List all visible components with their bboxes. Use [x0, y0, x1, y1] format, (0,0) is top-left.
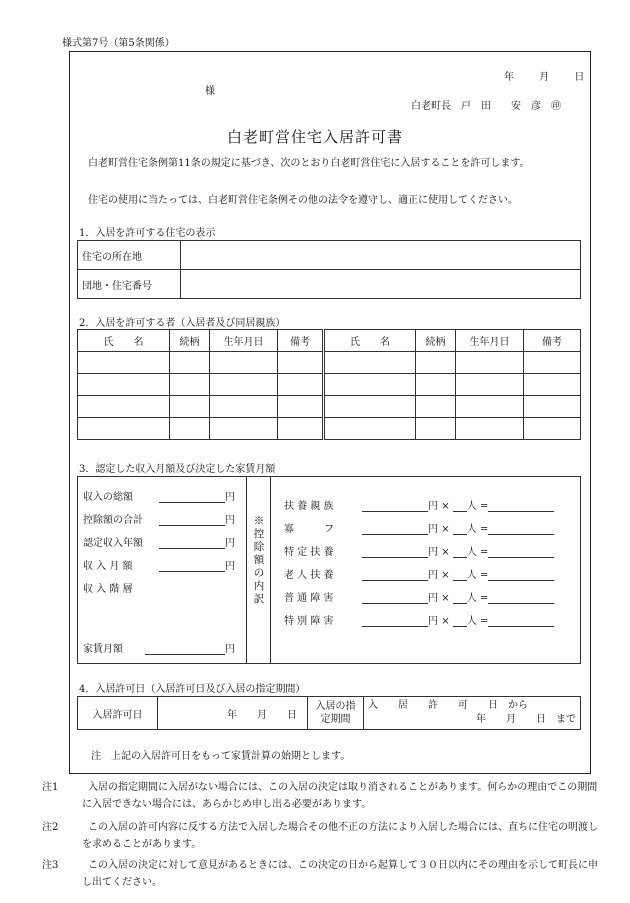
deduction-row [284, 612, 554, 627]
table-cell[interactable] [278, 418, 324, 440]
header-birthdate-2: 生年月日 [456, 330, 524, 352]
annual-income-label: 認定収入年額 [83, 538, 143, 549]
table-cell[interactable] [170, 396, 210, 418]
note-3-key: 注3 [42, 860, 59, 871]
note-2-text: この入居の許可内容に反する方法で入居した場合その他不正の方法により入居した場合には、直ちに住宅の明渡しを求めることがあります。 [82, 822, 598, 850]
table-cell[interactable] [524, 418, 581, 440]
issue-date [504, 68, 584, 83]
monthly-income-label: 収 入 月 額 [83, 561, 133, 572]
yen-unit: 円 [428, 524, 438, 535]
income-class-label: 収 入 階 層 [83, 584, 133, 595]
income-total-label: 収入の総額 [83, 492, 133, 503]
permit-date-label: 入居許可日 [78, 697, 158, 730]
times-sign: × [441, 593, 450, 604]
housing-table [77, 240, 581, 299]
deduction-result-field[interactable] [488, 615, 554, 627]
table-cell[interactable] [210, 396, 278, 418]
deduction-row [284, 566, 554, 581]
table-cell[interactable] [210, 418, 278, 440]
permit-date-value[interactable]: 年 月 日 [158, 697, 308, 730]
income-total-field[interactable] [159, 491, 225, 503]
table-cell[interactable] [324, 352, 416, 374]
deduction-total-field[interactable] [159, 514, 225, 526]
intro-paragraph-1: 白老町営住宅条例第11条の規定に基づき、次のとおり白老町営住宅に入居することを許可します。 [88, 158, 530, 169]
occupants-table [77, 329, 581, 440]
monthly-income-field[interactable] [159, 560, 225, 572]
header-relation: 続柄 [170, 330, 210, 352]
housing-location-label: 住宅の所在地 [78, 241, 181, 270]
equals-sign: = [479, 524, 489, 535]
note-2-key: 注2 [42, 822, 59, 833]
people-unit: 人 [466, 547, 477, 558]
table-cell[interactable] [170, 352, 210, 374]
yen-unit: 円 [428, 547, 438, 558]
note-2 [42, 819, 602, 853]
yen-unit: 円 [428, 616, 438, 627]
deduction-label: 特 別 障 害 [284, 616, 334, 627]
deduction-label: 特 定 扶 養 [284, 547, 334, 558]
header-name-2: 氏 名 [324, 330, 416, 352]
times-sign: × [441, 501, 450, 512]
annual-income-unit: 円 [225, 538, 235, 549]
table-cell[interactable] [416, 352, 456, 374]
table-cell[interactable] [416, 374, 456, 396]
deduction-row [284, 589, 554, 604]
date-month: 月 [539, 72, 550, 83]
monthly-income-unit: 円 [225, 561, 235, 572]
table-cell[interactable] [78, 374, 170, 396]
issuer: 白老町長 戸 田 安 彦 ㊞ [411, 101, 561, 112]
period-start: 入 居 許 可 日 から [368, 700, 528, 711]
table-cell[interactable] [278, 352, 324, 374]
inner-note: 注 上記の入居許可日をもって家賃計算の始期とします。 [91, 751, 351, 762]
permit-date-table [77, 696, 581, 730]
people-unit: 人 [466, 593, 477, 604]
people-unit: 人 [466, 501, 477, 512]
deduction-total-unit: 円 [225, 515, 235, 526]
table-cell[interactable] [524, 352, 581, 374]
yen-unit: 円 [428, 593, 438, 604]
note-3-text: この入居の決定に対して意見があるときには、この決定の日から起算して３０日以内にその理由を示して町長に申し出てください。 [82, 860, 598, 888]
people-unit: 人 [466, 570, 477, 581]
table-cell[interactable] [210, 374, 278, 396]
date-year: 年 [504, 72, 514, 83]
equals-sign: = [479, 570, 489, 581]
table-cell[interactable] [524, 374, 581, 396]
intro-paragraph-2: 住宅の使用に当たっては、白老町営住宅条例その他の法令を遵守し、適正に使用してください。 [88, 195, 518, 206]
table-row [78, 352, 581, 374]
table-row [78, 374, 581, 396]
deduction-result-field[interactable] [488, 569, 554, 581]
housing-number-value[interactable] [181, 270, 581, 299]
occupants-header-row [78, 330, 581, 352]
table-cell[interactable] [456, 374, 524, 396]
annual-income-field[interactable] [159, 537, 225, 549]
deduction-result-field[interactable] [488, 523, 554, 535]
rent-row [83, 640, 235, 655]
table-cell[interactable] [416, 418, 456, 440]
table-cell[interactable] [78, 352, 170, 374]
header-remarks: 備考 [278, 330, 324, 352]
note-1-key: 注1 [42, 782, 59, 793]
people-count-field[interactable] [453, 592, 467, 604]
people-count-field[interactable] [453, 546, 467, 558]
deduction-amount-field[interactable] [362, 546, 428, 558]
people-count-field[interactable] [453, 523, 467, 535]
period-label: 入居の指定期間 [308, 697, 364, 730]
table-cell[interactable] [416, 396, 456, 418]
table-cell[interactable] [278, 396, 324, 418]
yen-unit: 円 [428, 570, 438, 581]
header-relation-2: 続柄 [416, 330, 456, 352]
addressee-suffix: 様 [205, 86, 215, 97]
table-cell[interactable] [456, 396, 524, 418]
deduction-breakdown-title: ※控除額の内訳 [253, 515, 265, 605]
deduction-result-field[interactable] [488, 500, 554, 512]
section2-heading: 2．入居を許可する者（入居者及び同居親族） [79, 318, 286, 329]
deduction-total-row [83, 511, 235, 526]
rent-unit: 円 [225, 644, 235, 655]
people-count-field[interactable] [453, 569, 467, 581]
header-name: 氏 名 [78, 330, 170, 352]
equals-sign: = [479, 501, 489, 512]
income-total-unit: 円 [225, 492, 235, 503]
form-number: 様式第7号（第5条関係） [62, 38, 175, 49]
table-row [78, 396, 581, 418]
deduction-amount-field[interactable] [362, 592, 428, 604]
note-1-text: 入居の指定期間に入居がない場合には、この入居の決定は取り消されることがあります。何らかの理由でこの期間に入居できない場合には、あらかじめ申し出る必要があります。 [82, 782, 598, 810]
deduction-result-field[interactable] [488, 592, 554, 604]
people-unit: 人 [466, 616, 477, 627]
section1-heading: 1．入居を許可する住宅の表示 [79, 228, 216, 239]
deduction-result-field[interactable] [488, 546, 554, 558]
table-cell[interactable] [278, 374, 324, 396]
table-cell[interactable] [210, 352, 278, 374]
rent-label: 家賃月額 [83, 644, 123, 655]
table-cell[interactable] [324, 418, 416, 440]
yen-unit: 円 [428, 501, 438, 512]
table-cell[interactable] [170, 374, 210, 396]
deduction-row [284, 520, 554, 535]
deduction-label: 寡 フ [284, 524, 334, 535]
deduction-divider [270, 476, 271, 664]
housing-location-value[interactable] [181, 241, 581, 270]
rent-field[interactable] [145, 643, 225, 655]
deduction-label: 普 通 障 害 [284, 593, 334, 604]
header-birthdate: 生年月日 [210, 330, 278, 352]
table-cell[interactable] [524, 396, 581, 418]
deduction-amount-field[interactable] [362, 615, 428, 627]
monthly-income-row [83, 557, 235, 572]
table-cell[interactable] [324, 374, 416, 396]
section4-heading: 4．入居許可日（入居許可日及び入居の指定期間） [79, 684, 306, 695]
annual-income-row [83, 534, 235, 549]
section3-heading: 3．認定した収入月額及び決定した家賃月額 [79, 464, 276, 475]
housing-number-label: 団地・住宅番号 [78, 270, 181, 299]
people-count-field[interactable] [453, 615, 467, 627]
equals-sign: = [479, 593, 489, 604]
equals-sign: = [479, 547, 489, 558]
deduction-row [284, 543, 554, 558]
deduction-label: 老 人 扶 養 [284, 570, 334, 581]
deduction-amount-field[interactable] [362, 569, 428, 581]
table-cell[interactable] [170, 418, 210, 440]
times-sign: × [441, 570, 450, 581]
deduction-total-label: 控除額の合計 [83, 515, 143, 526]
deduction-row [284, 497, 554, 512]
people-count-field[interactable] [453, 500, 467, 512]
times-sign: × [441, 547, 450, 558]
table-cell[interactable] [456, 418, 524, 440]
date-day: 日 [574, 72, 585, 83]
deduction-amount-field[interactable] [362, 523, 428, 535]
header-remarks-2: 備考 [524, 330, 581, 352]
table-cell[interactable] [456, 352, 524, 374]
equals-sign: = [479, 616, 489, 627]
income-divider [246, 476, 247, 664]
period-end: 年 月 日 まで [476, 714, 576, 725]
times-sign: × [441, 616, 450, 627]
deduction-amount-field[interactable] [362, 500, 428, 512]
income-total-row [83, 488, 235, 503]
table-cell[interactable] [78, 418, 170, 440]
table-row [78, 418, 581, 440]
deduction-label: 扶 養 親 族 [284, 501, 334, 512]
note-3 [42, 857, 602, 891]
note-1 [42, 779, 602, 813]
times-sign: × [441, 524, 450, 535]
period-value[interactable] [364, 697, 581, 730]
people-unit: 人 [466, 524, 477, 535]
table-cell[interactable] [324, 396, 416, 418]
table-cell[interactable] [78, 396, 170, 418]
page-title: 白老町営住宅入居許可書 [226, 128, 403, 146]
